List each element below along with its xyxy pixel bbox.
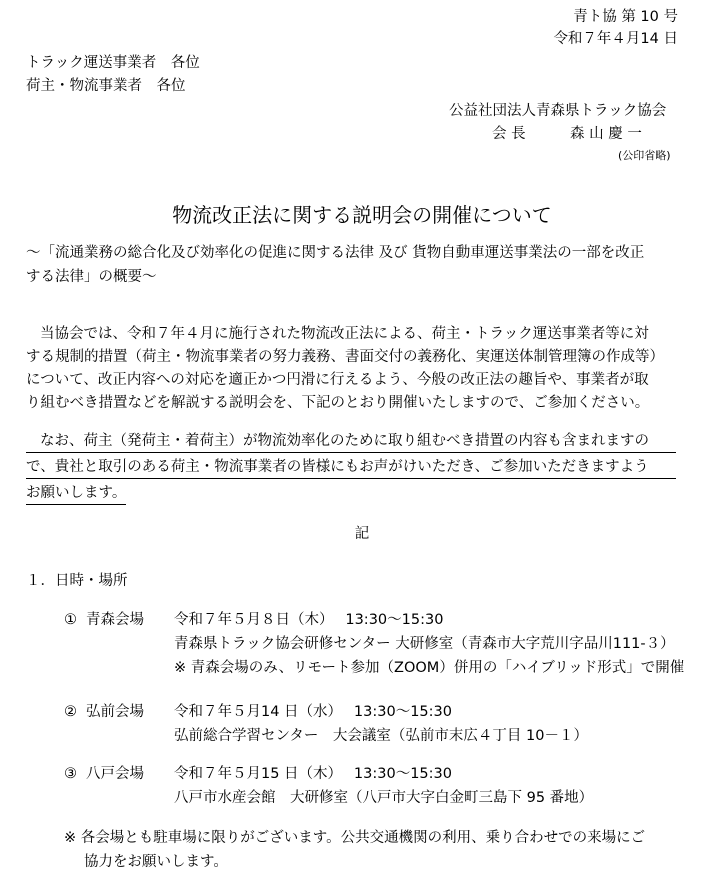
para2-line-1: なお、荷主（発荷主・着荷主）が物流効率化のために取り組むべき措置の内容も含まれますの bbox=[26, 434, 676, 453]
venue-datetime: 令和７年５月15 日（木） 13:30～15:30 bbox=[174, 766, 452, 782]
document-date: 令和７年４月14 日 bbox=[553, 31, 678, 47]
footnote-line-2: 協力をお願いします。 bbox=[84, 854, 228, 870]
para2-line-2: で、貴社と取引のある荷主・物流事業者の皆様にもお声がけいただき、ご参加いただきますよう bbox=[26, 460, 676, 479]
para1-line-3: について、改正内容への対応を適正かつ円滑に行えるよう、今般の改正法の趣旨や、事業者が取 bbox=[26, 372, 649, 388]
sender-organization: 公益社団法人青森県トラック協会 bbox=[449, 103, 667, 119]
venue-place: 八戸市水産会館 大研修室（八戸市大字白金町三島下 95 番地） bbox=[174, 790, 594, 806]
seal-note: (公印省略) bbox=[618, 149, 671, 162]
sender-name: 森 山 慶 一 bbox=[570, 126, 642, 142]
venue-name: 弘前会場 bbox=[86, 704, 144, 720]
para2-line-3: お願いします。 bbox=[26, 486, 126, 505]
venue-marker: ③ bbox=[64, 766, 77, 782]
venue-datetime: 令和７年５月８日（木） 13:30～15:30 bbox=[174, 612, 444, 628]
venue-note: ※ 青森会場のみ、リモート参加（ZOOM）併用の「ハイブリッド形式」で開催 bbox=[174, 660, 685, 676]
document-number: 青ト協 第 10 号 bbox=[573, 9, 678, 25]
venue-name: 八戸会場 bbox=[86, 766, 144, 782]
recipient-trucking: トラック運送事業者 各位 bbox=[26, 55, 200, 71]
para1-line-2: する規制的措置（荷主・物流事業者の努力義務、書面交付の義務化、実運送体制管理簿の作成等） bbox=[26, 349, 664, 365]
subtitle-line-1: ～「流通業務の総合化及び効率化の促進に関する法律 及び 貨物自動車運送事業法の一部を改正 bbox=[26, 245, 645, 261]
venue-name: 青森会場 bbox=[86, 612, 144, 628]
ki-heading: 記 bbox=[354, 526, 370, 542]
footnote-line-1: ※ 各会場とも駐車場に限りがございます。公共交通機関の利用、乗り合わせでの来場にご bbox=[64, 830, 646, 846]
venue-place: 弘前総合学習センター 大会議室（弘前市末広４丁目 10－１） bbox=[174, 728, 588, 744]
para1-line-1: 当協会では、令和７年４月に施行された物流改正法による、荷主・トラック運送事業者等に対 bbox=[40, 326, 649, 342]
venue-place: 青森県トラック協会研修センター 大研修室（青森市大字荒川字品川111-３） bbox=[174, 636, 675, 652]
venue-marker: ① bbox=[64, 612, 77, 628]
page-title: 物流改正法に関する説明会の開催について bbox=[172, 203, 552, 227]
venue-marker: ② bbox=[64, 704, 77, 720]
section-heading: １．日時・場所 bbox=[26, 573, 128, 589]
sender-title: 会 長 bbox=[492, 126, 526, 142]
recipient-shippers: 荷主・物流事業者 各位 bbox=[26, 78, 186, 94]
venue-datetime: 令和７年５月14 日（水） 13:30～15:30 bbox=[174, 704, 452, 720]
para1-line-4: り組むべき措置などを解説する説明会を、下記のとおり開催いたしますので、ご参加ください。 bbox=[26, 395, 650, 411]
subtitle-line-2: する法律」の概要～ bbox=[26, 269, 157, 285]
